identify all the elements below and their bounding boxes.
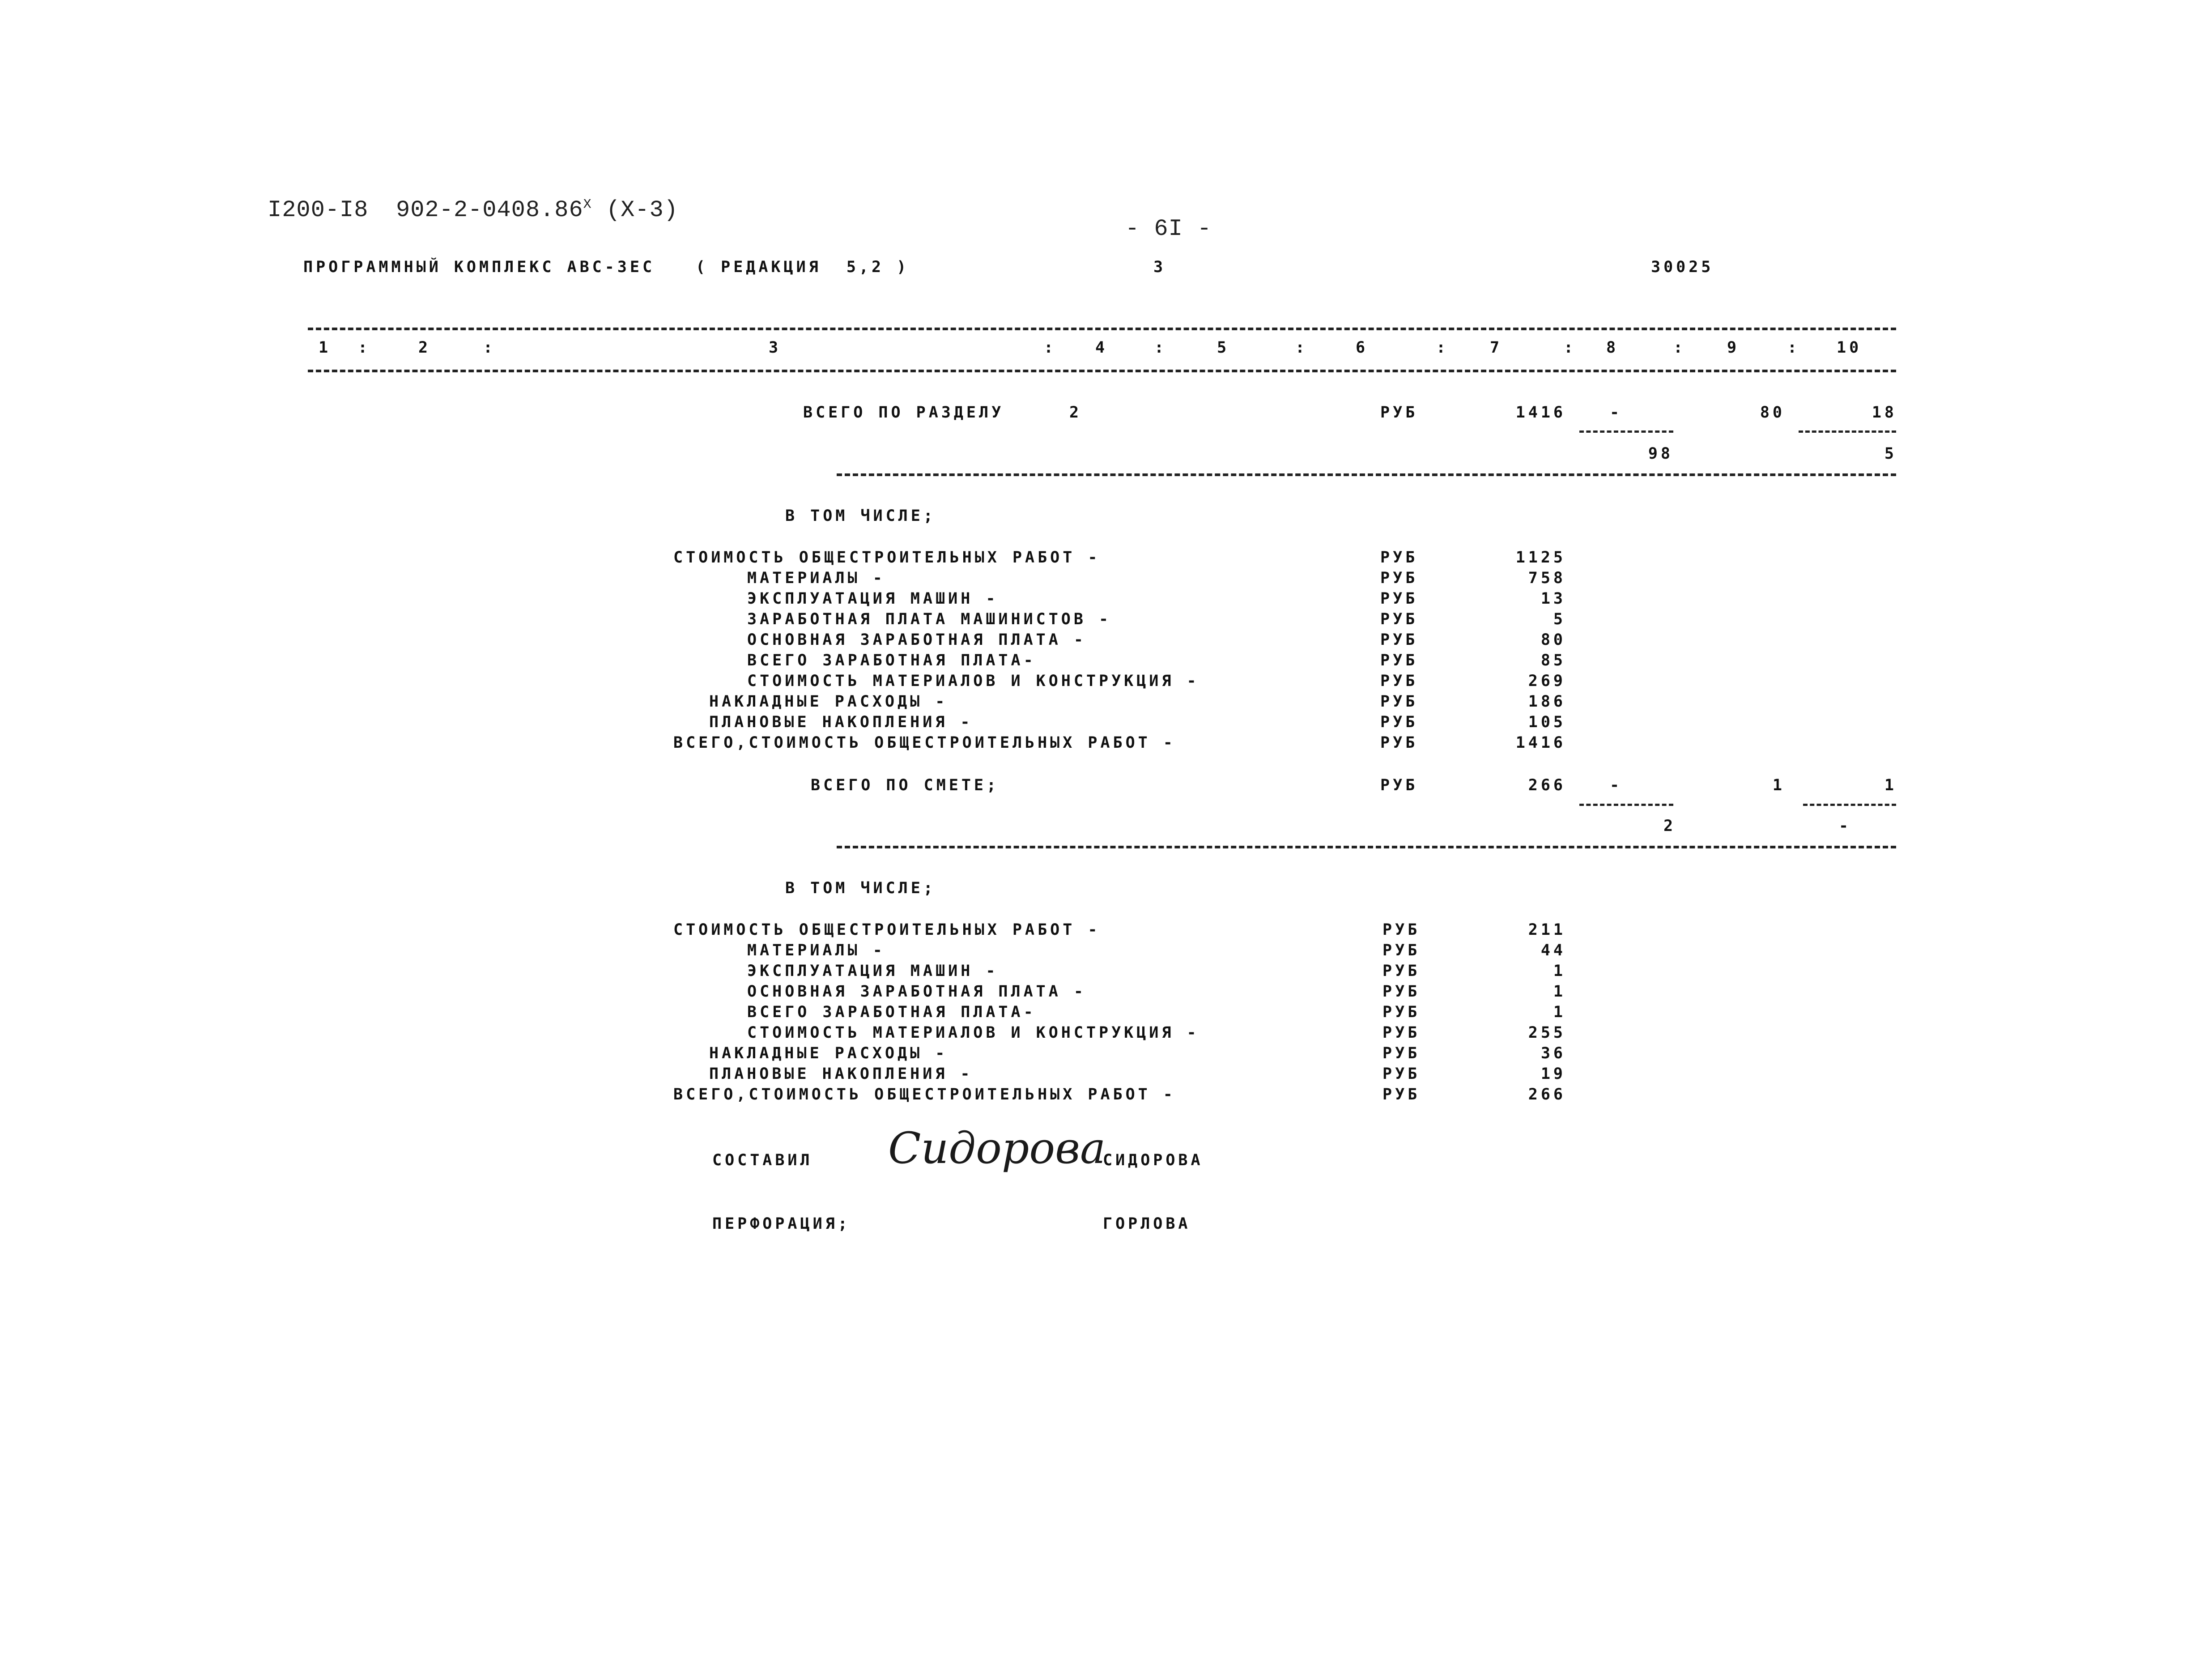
breakdown-label: ЗАРАБОТНАЯ ПЛАТА МАШИНИСТОВ - [747, 610, 1112, 628]
breakdown-unit: РУБ [1380, 631, 1418, 649]
page-number: - 6I - [1125, 216, 1212, 242]
printout-code-id: 30025 [1651, 258, 1714, 276]
estimate-total-c10-sub: - [1839, 817, 1852, 835]
breakdown-value: 1 [1553, 1003, 1566, 1021]
perforation-label: ПЕРФОРАЦИЯ; [712, 1215, 851, 1233]
section-total-c8-sub: 98 [1648, 445, 1673, 463]
section-total-c8: - [1610, 404, 1623, 422]
col-sep: : [483, 339, 496, 357]
breakdown-unit: РУБ [1380, 693, 1418, 711]
breakdown-unit: РУБ [1380, 549, 1418, 567]
col-header-9: 9 [1727, 339, 1740, 357]
breakdown-value: 13 [1540, 590, 1566, 608]
section-sub-rule-c10 [1799, 430, 1896, 433]
section-sub-rule-c8 [1579, 430, 1673, 433]
breakdown-label: СТОИМОСТЬ МАТЕРИАЛОВ И КОНСТРУКЦИЯ - [747, 672, 1200, 690]
compiled-label: СОСТАВИЛ [712, 1151, 813, 1169]
breakdown-value: 80 [1540, 631, 1566, 649]
section-total-number: 2 [1069, 404, 1082, 422]
breakdown-value: 36 [1540, 1044, 1566, 1062]
breakdown-unit: РУБ [1380, 713, 1418, 731]
section-total-c9: 80 [1760, 404, 1785, 422]
breakdown-unit: РУБ [1382, 1086, 1421, 1103]
header-rule-bottom [308, 370, 1896, 372]
col-header-2: 2 [418, 339, 431, 357]
breakdown-label: ВСЕГО,СТОИМОСТЬ ОБЩЕСТРОИТЕЛЬНЫХ РАБОТ - [673, 1086, 1176, 1103]
breakdown-value: 105 [1528, 713, 1566, 731]
section-total-c10-sub: 5 [1884, 445, 1897, 463]
breakdown-label: НАКЛАДНЫЕ РАСХОДЫ - [709, 1044, 948, 1062]
project-code [396, 197, 678, 223]
section-total-unit: РУБ [1380, 404, 1418, 422]
section-total-c7: 1416 [1515, 404, 1566, 422]
breakdown-value: 85 [1540, 652, 1566, 669]
estimate-sub-rule-c10 [1803, 804, 1896, 806]
estimate-total-c10: 1 [1884, 776, 1897, 794]
breakdown-value: 1416 [1515, 734, 1566, 752]
breakdown-label: ОСНОВНАЯ ЗАРАБОТНАЯ ПЛАТА - [747, 983, 1086, 1001]
estimate-total-c8-sub: 2 [1663, 817, 1676, 835]
breakdown-label: НАКЛАДНЫЕ РАСХОДЫ - [709, 693, 948, 711]
col-sep: : [1787, 339, 1800, 357]
printout-code-3: 3 [1153, 258, 1166, 276]
perforation-name: ГОРЛОВА [1103, 1215, 1191, 1233]
program-name: ПРОГРАММНЫЙ КОМПЛЕКС АВС-ЗЕС [303, 258, 655, 276]
breakdown-label: МАТЕРИАЛЫ - [747, 942, 885, 959]
breakdown-unit: РУБ [1380, 734, 1418, 752]
breakdown-unit: РУБ [1382, 921, 1421, 939]
breakdown-value: 19 [1540, 1065, 1566, 1083]
col-header-1: 1 [319, 339, 332, 357]
estimate-total-unit: РУБ [1380, 776, 1418, 794]
col-sep: : [358, 339, 371, 357]
breakdown-value: 186 [1528, 693, 1566, 711]
doc-code: I200-I8 [268, 197, 369, 223]
breakdown-value: 269 [1528, 672, 1566, 690]
col-header-8: 8 [1606, 339, 1619, 357]
breakdown-unit: РУБ [1382, 1003, 1421, 1021]
col-sep: : [1154, 339, 1167, 357]
breakdown-label: ЭКСПЛУАТАЦИЯ МАШИН - [747, 962, 999, 980]
breakdown-value: 44 [1540, 942, 1566, 959]
breakdown-unit: РУБ [1380, 672, 1418, 690]
section-total-label: ВСЕГО ПО РАЗДЕЛУ [803, 404, 1004, 422]
estimate-total-c8: - [1610, 776, 1623, 794]
breakdown-label: ВСЕГО ЗАРАБОТНАЯ ПЛАТА- [747, 652, 1036, 669]
breakdown-label: ПЛАНОВЫЕ НАКОПЛЕНИЯ - [709, 1065, 973, 1083]
breakdown-label: ВСЕГО ЗАРАБОТНАЯ ПЛАТА- [747, 1003, 1036, 1021]
breakdown-unit: РУБ [1380, 652, 1418, 669]
project-code-sup: X [583, 197, 592, 213]
breakdown-unit: РУБ [1380, 610, 1418, 628]
estimate-total-c7: 266 [1528, 776, 1566, 794]
col-header-5: 5 [1217, 339, 1230, 357]
col-sep: : [1436, 339, 1449, 357]
breakdown-value: 5 [1553, 610, 1566, 628]
breakdown-unit: РУБ [1382, 1024, 1421, 1042]
col-sep: : [1673, 339, 1686, 357]
estimate-sub-rule-c8 [1579, 804, 1673, 806]
breakdown-value: 1 [1553, 962, 1566, 980]
breakdown-label: СТОИМОСТЬ ОБЩЕСТРОИТЕЛЬНЫХ РАБОТ - [673, 549, 1101, 567]
breakdown-label: ПЛАНОВЫЕ НАКОПЛЕНИЯ - [709, 713, 973, 731]
estimate-breakdown-title: В ТОМ ЧИСЛЕ; [785, 879, 936, 897]
col-sep: : [1295, 339, 1308, 357]
estimate-total-rule [837, 846, 1896, 848]
breakdown-unit: РУБ [1380, 590, 1418, 608]
estimate-total-c9: 1 [1772, 776, 1785, 794]
breakdown-unit: РУБ [1382, 1044, 1421, 1062]
project-variant: (X-3) [606, 197, 678, 223]
breakdown-label: СТОИМОСТЬ МАТЕРИАЛОВ И КОНСТРУКЦИЯ - [747, 1024, 1200, 1042]
breakdown-label: ОСНОВНАЯ ЗАРАБОТНАЯ ПЛАТА - [747, 631, 1086, 649]
program-edition: ( РЕДАКЦИЯ 5,2 ) [696, 258, 910, 276]
section-total-c10: 18 [1872, 404, 1897, 422]
breakdown-unit: РУБ [1382, 942, 1421, 959]
breakdown-label: МАТЕРИАЛЫ - [747, 569, 885, 587]
breakdown-unit: РУБ [1380, 569, 1418, 587]
col-header-6: 6 [1356, 339, 1369, 357]
breakdown-label: ЭКСПЛУАТАЦИЯ МАШИН - [747, 590, 999, 608]
breakdown-label: СТОИМОСТЬ ОБЩЕСТРОИТЕЛЬНЫХ РАБОТ - [673, 921, 1101, 939]
section-breakdown-title: В ТОМ ЧИСЛЕ; [785, 507, 936, 525]
col-header-7: 7 [1490, 339, 1503, 357]
col-sep: : [1564, 339, 1577, 357]
breakdown-value: 266 [1528, 1086, 1566, 1103]
compiled-name: СИДОРОВА [1103, 1151, 1204, 1169]
header-rule-top [308, 328, 1896, 330]
breakdown-unit: РУБ [1382, 962, 1421, 980]
project-code-number: 902-2-0408.86 [396, 197, 583, 223]
breakdown-value: 211 [1528, 921, 1566, 939]
estimate-total-label: ВСЕГО ПО СМЕТЕ; [811, 776, 1000, 794]
col-header-4: 4 [1095, 339, 1108, 357]
section-total-rule [837, 473, 1896, 476]
breakdown-value: 1 [1553, 983, 1566, 1001]
col-header-10: 10 [1837, 339, 1862, 357]
breakdown-value: 255 [1528, 1024, 1566, 1042]
col-sep: : [1044, 339, 1057, 357]
breakdown-unit: РУБ [1382, 983, 1421, 1001]
col-header-3: 3 [769, 339, 782, 357]
signature: Сидорова [888, 1123, 1106, 1173]
breakdown-unit: РУБ [1382, 1065, 1421, 1083]
breakdown-value: 1125 [1515, 549, 1566, 567]
breakdown-label: ВСЕГО,СТОИМОСТЬ ОБЩЕСТРОИТЕЛЬНЫХ РАБОТ - [673, 734, 1176, 752]
breakdown-value: 758 [1528, 569, 1566, 587]
